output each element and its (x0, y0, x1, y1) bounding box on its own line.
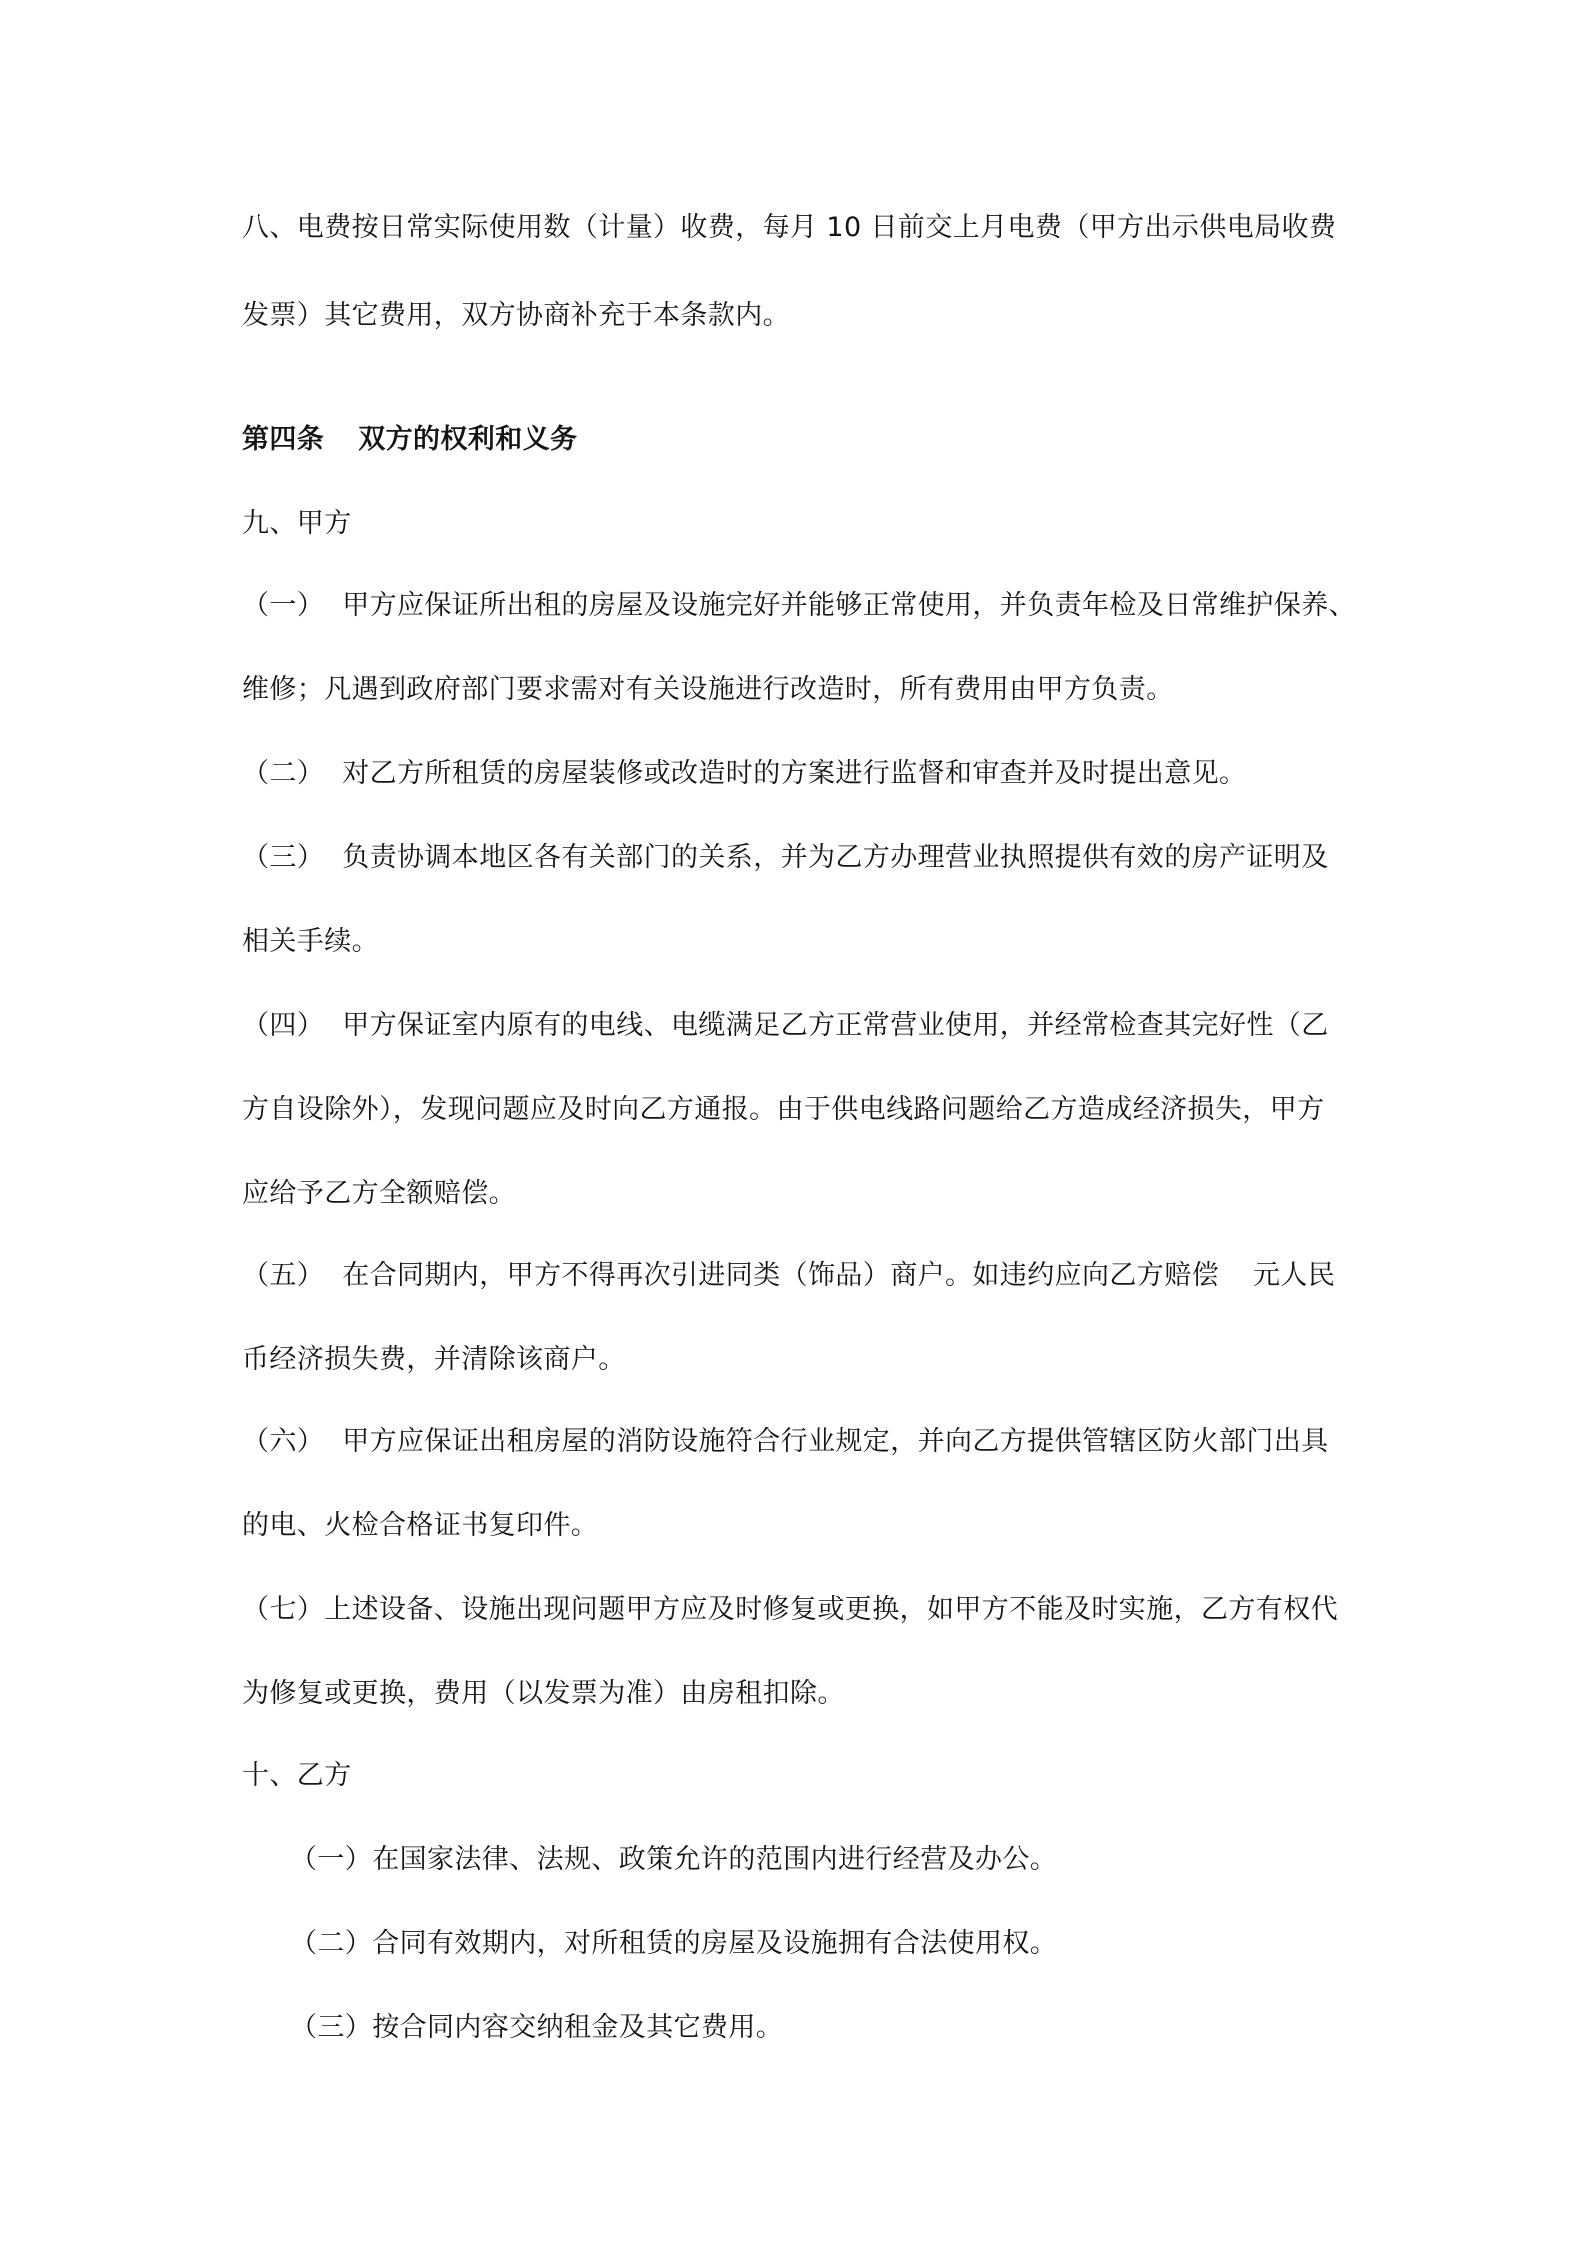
item-marker: （四） (242, 1010, 325, 1041)
party-a-item-4-line-3: 应给予乙方全额赔偿。 (242, 1178, 516, 1209)
party-a-item-7-line-1: （七）上述设备、设施出现问题甲方应及时修复或更换，如甲方不能及时实施，乙方有权代 (242, 1594, 1338, 1625)
item-text-suffix: 元人民 (1253, 1260, 1336, 1291)
party-b-item-2: （二）合同有效期内，对所租赁的房屋及设施拥有合法使用权。 (290, 1928, 1058, 1959)
party-a-item-4-line-1 (242, 1008, 1362, 1044)
party-a-item-2-line-1 (242, 756, 1362, 792)
item-marker: （二） (242, 758, 325, 789)
article-4-number: 第四条 (242, 424, 325, 455)
party-b-item-3: （三）按合同内容交纳租金及其它费用。 (290, 2012, 784, 2043)
party-a-item-7-line-2: 为修复或更换，费用（以发票为准）由房租扣除。 (242, 1678, 845, 1709)
item-marker: （三） (242, 842, 325, 873)
party-a-item-6-line-1 (242, 1424, 1362, 1460)
item-marker: （六） (242, 1426, 325, 1457)
item-text: 甲方应保证出租房屋的消防设施符合行业规定，并向乙方提供管辖区防火部门出具 (342, 1426, 1329, 1457)
party-a-item-5-line-2: 币经济损失费，并清除该商户。 (242, 1344, 626, 1375)
party-a-item-4-line-2: 方自设除外），发现问题应及时向乙方通报。由于供电线路问题给乙方造成经济损失，甲方 (242, 1094, 1325, 1125)
item-text: 对乙方所租赁的房屋装修或改造时的方案进行监督和审查并及时提出意见。 (342, 758, 1247, 789)
party-a-item-1-line-2: 维修；凡遇到政府部门要求需对有关设施进行改造时，所有费用由甲方负责。 (242, 674, 1174, 705)
item-text: 在合同期内，甲方不得再次引进同类（饰品）商户。如违约应向乙方赔偿 (342, 1260, 1220, 1291)
section-8-line-2: 发票）其它费用，双方协商补充于本条款内。 (242, 300, 790, 331)
item-marker: （五） (242, 1260, 325, 1291)
party-a-item-3-line-2: 相关手续。 (242, 926, 379, 957)
party-b-item-1: （一）在国家法律、法规、政策允许的范围内进行经营及办公。 (290, 1844, 1058, 1875)
party-a-item-6-line-2: 的电、火检合格证书复印件。 (242, 1510, 599, 1541)
item-marker: （一） (242, 590, 325, 621)
section-8-line-1: 八、电费按日常实际使用数（计量）收费，每月 10 日前交上月电费（甲方出示供电局收费 (242, 212, 1337, 243)
item-text: 甲方保证室内原有的电线、电缆满足乙方正常营业使用，并经常检查其完好性（乙 (342, 1010, 1329, 1041)
article-4-title: 双方的权利和义务 (358, 424, 578, 455)
item-text: 负责协调本地区各有关部门的关系，并为乙方办理营业执照提供有效的房产证明及 (342, 842, 1329, 873)
party-a-heading: 九、甲方 (242, 508, 352, 539)
party-a-item-5-line-1 (242, 1258, 1362, 1294)
party-a-item-3-line-1 (242, 840, 1362, 876)
item-text: 甲方应保证所出租的房屋及设施完好并能够正常使用，并负责年检及日常维护保养、 (342, 590, 1357, 621)
party-a-item-1-line-1 (242, 588, 1362, 624)
party-b-heading: 十、乙方 (242, 1760, 352, 1791)
article-4-heading (242, 422, 1362, 458)
